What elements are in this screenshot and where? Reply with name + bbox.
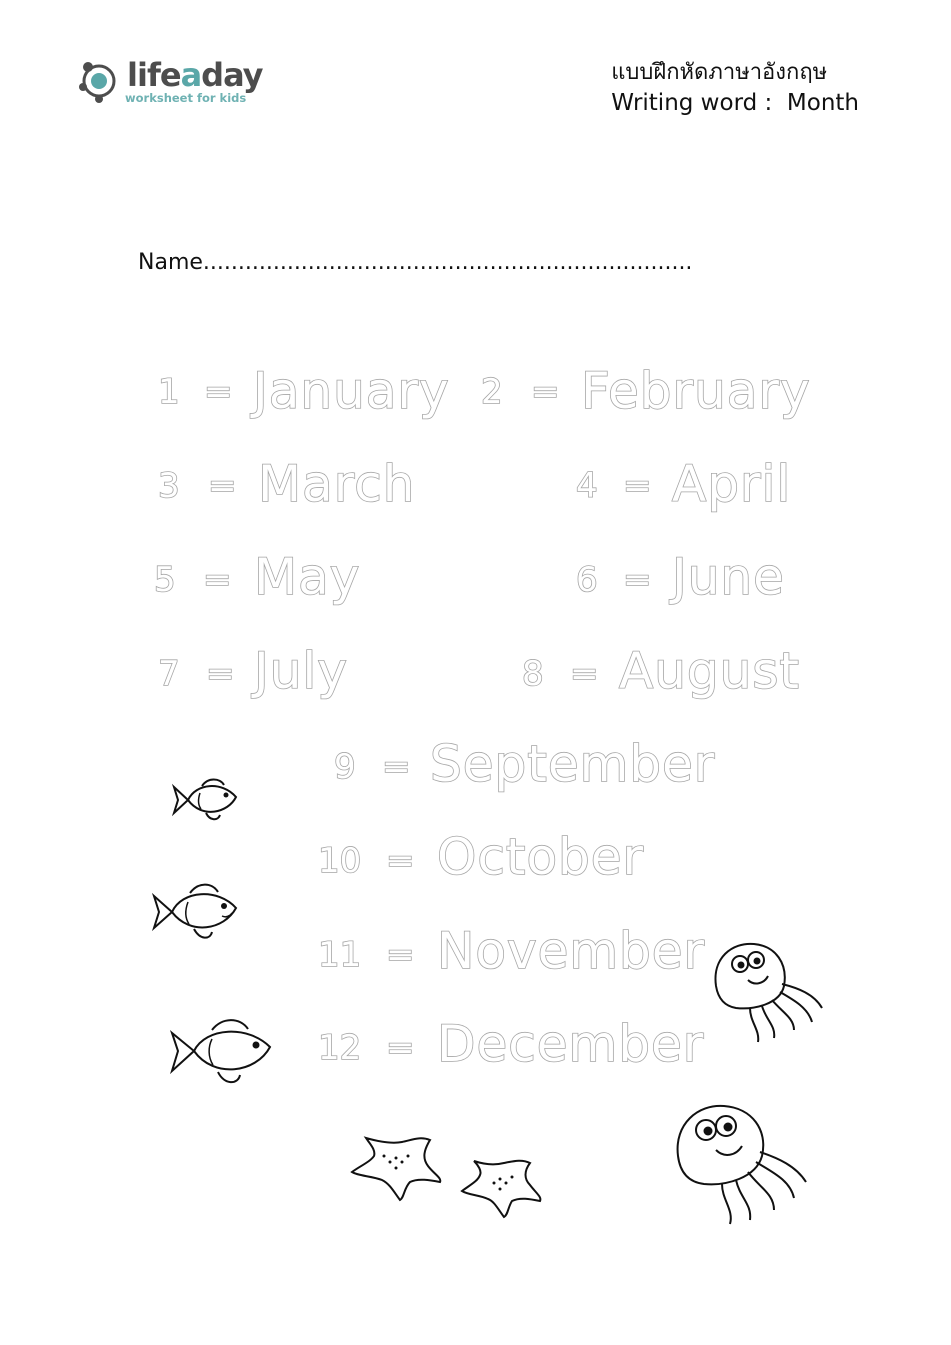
- month-trace-word: July: [254, 642, 348, 700]
- starfish-icon: [350, 1132, 446, 1204]
- name-dots: ......................................................................: [202, 250, 693, 275]
- month-trace-word: September: [430, 735, 716, 793]
- month-trace-word: February: [581, 362, 811, 420]
- month-trace-word: October: [437, 828, 645, 886]
- equals-sign: =: [386, 841, 415, 881]
- logo-wordmark: lifeaday: [127, 56, 263, 94]
- fish-icon: [168, 1015, 276, 1087]
- month-number: 6: [576, 560, 598, 600]
- equals-sign: =: [203, 560, 232, 600]
- thai-title: แบบฝึกหัดภาษาอังกฤษ: [611, 60, 828, 85]
- name-label: Name: [138, 250, 203, 275]
- month-number: 10: [318, 841, 362, 881]
- equals-sign: =: [208, 466, 237, 506]
- fish-icon: [170, 775, 242, 825]
- equals-sign: =: [623, 560, 652, 600]
- equals-sign: =: [623, 466, 652, 506]
- month-trace-word: May: [254, 548, 361, 606]
- equals-sign: =: [531, 372, 560, 412]
- month-trace-word: March: [258, 455, 416, 513]
- month-number: 1: [158, 372, 180, 412]
- logo-tagline: worksheet for kids: [125, 91, 247, 105]
- equals-sign: =: [382, 747, 411, 787]
- jellyfish-icon: [672, 1100, 812, 1232]
- month-number: 11: [318, 935, 362, 975]
- month-number: 7: [158, 654, 180, 694]
- molecule-dots-icon: [75, 57, 123, 105]
- month-number: 12: [318, 1028, 362, 1068]
- month-number: 2: [481, 372, 503, 412]
- month-number: 8: [522, 654, 544, 694]
- month-number: 4: [576, 466, 598, 506]
- worksheet-title: Writing word : Month: [611, 90, 859, 116]
- month-trace-word: January: [253, 362, 450, 420]
- equals-sign: =: [570, 654, 599, 694]
- month-trace-word: June: [672, 548, 785, 606]
- worksheet-header: [611, 58, 859, 118]
- fish-icon: [150, 880, 242, 942]
- month-number: 3: [158, 466, 180, 506]
- month-trace-word: December: [437, 1015, 705, 1073]
- equals-sign: =: [386, 1028, 415, 1068]
- month-trace-word: August: [619, 642, 800, 700]
- month-trace-word: April: [672, 455, 792, 513]
- starfish-icon: [460, 1155, 544, 1219]
- equals-sign: =: [204, 372, 233, 412]
- month-number: 9: [334, 747, 356, 787]
- equals-sign: =: [206, 654, 235, 694]
- lifeaday-logo: [75, 55, 275, 115]
- name-field[interactable]: [138, 250, 692, 275]
- equals-sign: =: [386, 935, 415, 975]
- month-trace-word: November: [437, 922, 706, 980]
- month-number: 5: [154, 560, 176, 600]
- jellyfish-icon: [710, 938, 828, 1048]
